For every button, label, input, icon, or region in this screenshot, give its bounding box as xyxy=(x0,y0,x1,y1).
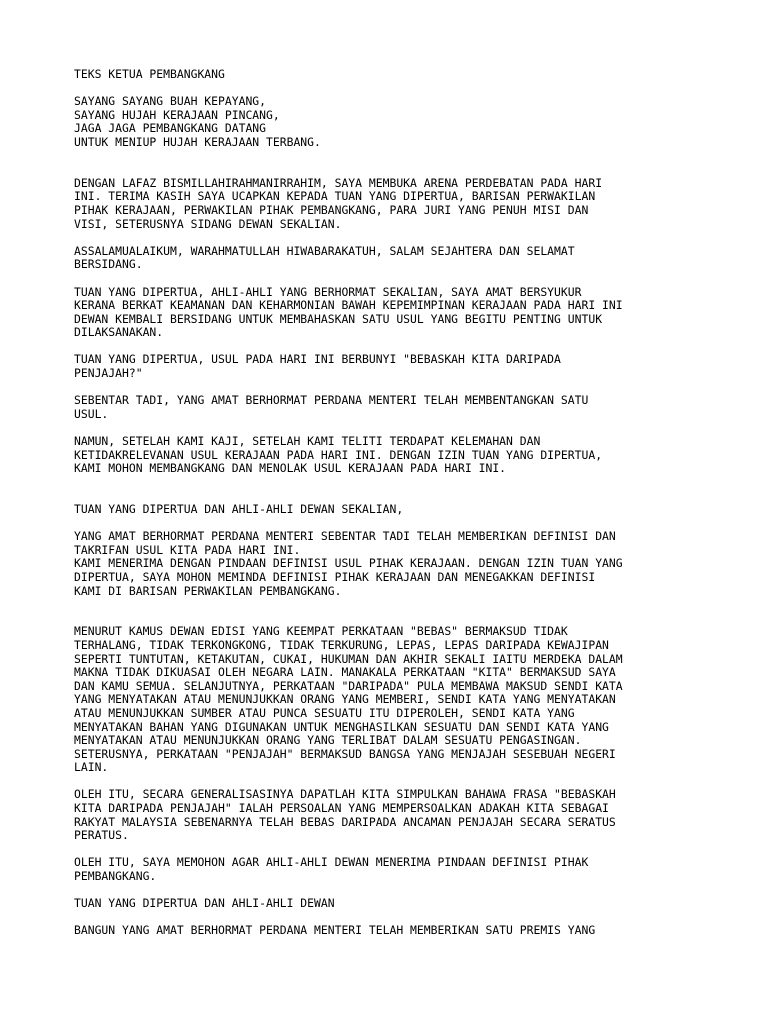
text-line: SETERUSNYA, PERKATAAN "PENJAJAH" BERMAKSUD BANGSA YANG MENJAJAH SESEBUAH NEGERI xyxy=(74,746,616,761)
text-line: YANG AMAT BERHORMAT PERDANA MENTERI SEBENTAR TADI TELAH MEMBERIKAN DEFINISI DAN xyxy=(74,529,616,544)
text-line: TUAN YANG DIPERTUA DAN AHLI-AHLI DEWAN SEKALIAN, xyxy=(74,502,404,516)
text-line: USUL. xyxy=(74,406,109,421)
text-line: PEMBANGKANG. xyxy=(74,869,157,884)
text-line: PIHAK KERAJAAN, PERWAKILAN PIHAK PEMBANGKANG, PARA JURI YANG PENUH MISI DAN xyxy=(74,202,589,217)
text-line: BERSIDANG. xyxy=(74,257,143,272)
text-line: UNTUK MENIUP HUJAH KERAJAAN TERBANG. xyxy=(74,134,321,149)
paragraph xyxy=(74,503,714,517)
text-line: NAMUN, SETELAH KAMI KAJI, SETELAH KAMI TELITI TERDAPAT KELEMAHAN DAN xyxy=(74,434,541,449)
text-line: DENGAN LAFAZ BISMILLAHIRAHMANIRRAHIM, SAYA MEMBUKA ARENA PERDEBATAN PADA HARI xyxy=(74,175,603,190)
paragraph-spacer xyxy=(74,163,714,177)
paragraph xyxy=(74,394,714,421)
text-line: SAYANG SAYANG BUAH KEPAYANG, xyxy=(74,94,267,109)
text-line: MENYATAKAN ATAU MENUNJUKKAN ORANG YANG TERLIBAT DALAM SESUATU PENGASINGAN. xyxy=(74,733,582,748)
text-line: SEBENTAR TADI, YANG AMAT BERHORMAT PERDANA MENTERI TELAH MEMBENTANGKAN SATU xyxy=(74,393,589,408)
text-line: ASSALAMUALAIKUM, WARAHMATULLAH HIWABARAKATUH, SALAM SEJAHTERA DAN SELAMAT xyxy=(74,243,575,258)
text-line: MENYATAKAN BAHAN YANG DIGUNAKAN UNTUK MENGHASILKAN SESUATU DAN SENDI KATA YANG xyxy=(74,719,609,734)
text-line: VISI, SETERUSNYA SIDANG DEWAN SEKALIAN. xyxy=(74,216,342,231)
paragraph xyxy=(74,924,714,938)
paragraph-spacer xyxy=(74,911,714,925)
text-line: DIPERTUA, SAYA MOHON MEMINDA DEFINISI PIHAK KERAJAAN DAN MENEGAKKAN DEFINISI xyxy=(74,569,596,584)
text-line: OLEH ITU, SECARA GENERALISASINYA DAPATLAH KITA SIMPULKAN BAHAWA FRASA "BEBASKAH xyxy=(74,787,616,802)
text-line: KAMI DI BARISAN PERWAKILAN PEMBANGKANG. xyxy=(74,583,342,598)
text-line: OLEH ITU, SAYA MEMOHON AGAR AHLI-AHLI DEWAN MENERIMA PINDAAN DEFINISI PIHAK xyxy=(74,855,589,870)
paragraph-spacer xyxy=(74,612,714,626)
text-line: SAYANG HUJAH KERAJAAN PINCANG, xyxy=(74,107,280,122)
paragraph-spacer xyxy=(74,231,714,245)
paragraph xyxy=(74,788,714,842)
paragraph-spacer xyxy=(74,82,714,96)
text-line: RAKYAT MALAYSIA SEBENARNYA TELAH BEBAS DARIPADA ANCAMAN PENJAJAH SECARA SERATUS xyxy=(74,814,616,829)
text-line: PENJAJAH?" xyxy=(74,366,143,381)
text-line: JAGA JAGA PEMBANGKANG DATANG xyxy=(74,121,267,136)
paragraph xyxy=(74,353,714,380)
text-line: TAKRIFAN USUL KITA PADA HARI INI. xyxy=(74,542,301,557)
paragraph xyxy=(74,245,714,272)
paragraph-spacer xyxy=(74,598,714,612)
text-line: TUAN YANG DIPERTUA, USUL PADA HARI INI BERBUNYI "BEBASKAH KITA DARIPADA xyxy=(74,352,561,367)
paragraph xyxy=(74,95,714,149)
text-line: SEPERTI TUNTUTAN, KETAKUTAN, CUKAI, HUKUMAN DAN AKHIR SEKALI IAITU MERDEKA DALAM xyxy=(74,651,623,666)
text-line: TUAN YANG DIPERTUA DAN AHLI-AHLI DEWAN xyxy=(74,896,335,911)
text-line: LAIN. xyxy=(74,760,109,775)
text-line: PERATUS. xyxy=(74,828,129,843)
paragraph xyxy=(74,177,714,231)
paragraph-spacer xyxy=(74,381,714,395)
text-line: KETIDAKRELEVANAN USUL KERAJAAN PADA HARI INI. DENGAN IZIN TUAN YANG DIPERTUA, xyxy=(74,447,603,462)
text-line: KITA DARIPADA PENJAJAH" IALAH PERSOALAN YANG MEMPERSOALKAN ADAKAH KITA SEBAGAI xyxy=(74,801,609,816)
document-body xyxy=(74,68,714,938)
paragraph xyxy=(74,286,714,340)
paragraph-spacer xyxy=(74,476,714,490)
text-line: KAMI MENERIMA DENGAN PINDAAN DEFINISI USUL PIHAK KERAJAAN. DENGAN IZIN TUAN YANG xyxy=(74,556,623,571)
text-line: KERANA BERKAT KEAMANAN DAN KEHARMONIAN BAWAH KEPEMIMPINAN KERAJAAN PADA HARI INI xyxy=(74,298,623,313)
paragraph-spacer xyxy=(74,884,714,898)
text-line: DEWAN KEMBALI BERSIDANG UNTUK MEMBAHASKAN SATU USUL YANG BEGITU PENTING UNTUK xyxy=(74,311,603,326)
paragraph-spacer xyxy=(74,150,714,164)
paragraph xyxy=(74,625,714,775)
paragraph-spacer xyxy=(74,340,714,354)
text-line: YANG MENYATAKAN ATAU MENUNJUKKAN ORANG YANG MEMBERI, SENDI KATA YANG MENYATAKAN xyxy=(74,692,616,707)
text-line: DILAKSANAKAN. xyxy=(74,325,164,340)
paragraph xyxy=(74,530,714,598)
paragraph-spacer xyxy=(74,517,714,531)
text-line: MAKNA TIDAK DIKUASAI OLEH NEGARA LAIN. MANAKALA PERKATAAN "KITA" BERMAKSUD SAYA xyxy=(74,665,616,680)
paragraph-spacer xyxy=(74,489,714,503)
paragraph xyxy=(74,856,714,883)
text-line: TUAN YANG DIPERTUA, AHLI-AHLI YANG BERHORMAT SEKALIAN, SAYA AMAT BERSYUKUR xyxy=(74,284,582,299)
text-line: ATAU MENUNJUKKAN SUMBER ATAU PUNCA SESUATU ITU DIPEROLEH, SENDI KATA YANG xyxy=(74,705,575,720)
text-line: BANGUN YANG AMAT BERHORMAT PERDANA MENTERI TELAH MEMBERIKAN SATU PREMIS YANG xyxy=(74,923,596,938)
document-title: TEKS KETUA PEMBANGKANG xyxy=(74,67,225,81)
paragraph-spacer xyxy=(74,775,714,789)
paragraph-spacer xyxy=(74,421,714,435)
text-line: DAN KAMU SEMUA. SELANJUTNYA, PERKATAAN "DARIPADA" PULA MEMBAWA MAKSUD SENDI KATA xyxy=(74,678,623,693)
text-line: MENURUT KAMUS DEWAN EDISI YANG KEEMPAT PERKATAAN "BEBAS" BERMAKSUD TIDAK xyxy=(74,624,568,639)
paragraph xyxy=(74,435,714,476)
paragraph-spacer xyxy=(74,272,714,286)
paragraph-spacer xyxy=(74,843,714,857)
text-line: TERHALANG, TIDAK TERKONGKONG, TIDAK TERKURUNG, LEPAS, LEPAS DARIPADA KEWAJIPAN xyxy=(74,637,609,652)
paragraph xyxy=(74,897,714,911)
text-line: KAMI MOHON MEMBANGKANG DAN MENOLAK USUL KERAJAAN PADA HARI INI. xyxy=(74,461,507,476)
text-line: INI. TERIMA KASIH SAYA UCAPKAN KEPADA TUAN YANG DIPERTUA, BARISAN PERWAKILAN xyxy=(74,189,596,204)
